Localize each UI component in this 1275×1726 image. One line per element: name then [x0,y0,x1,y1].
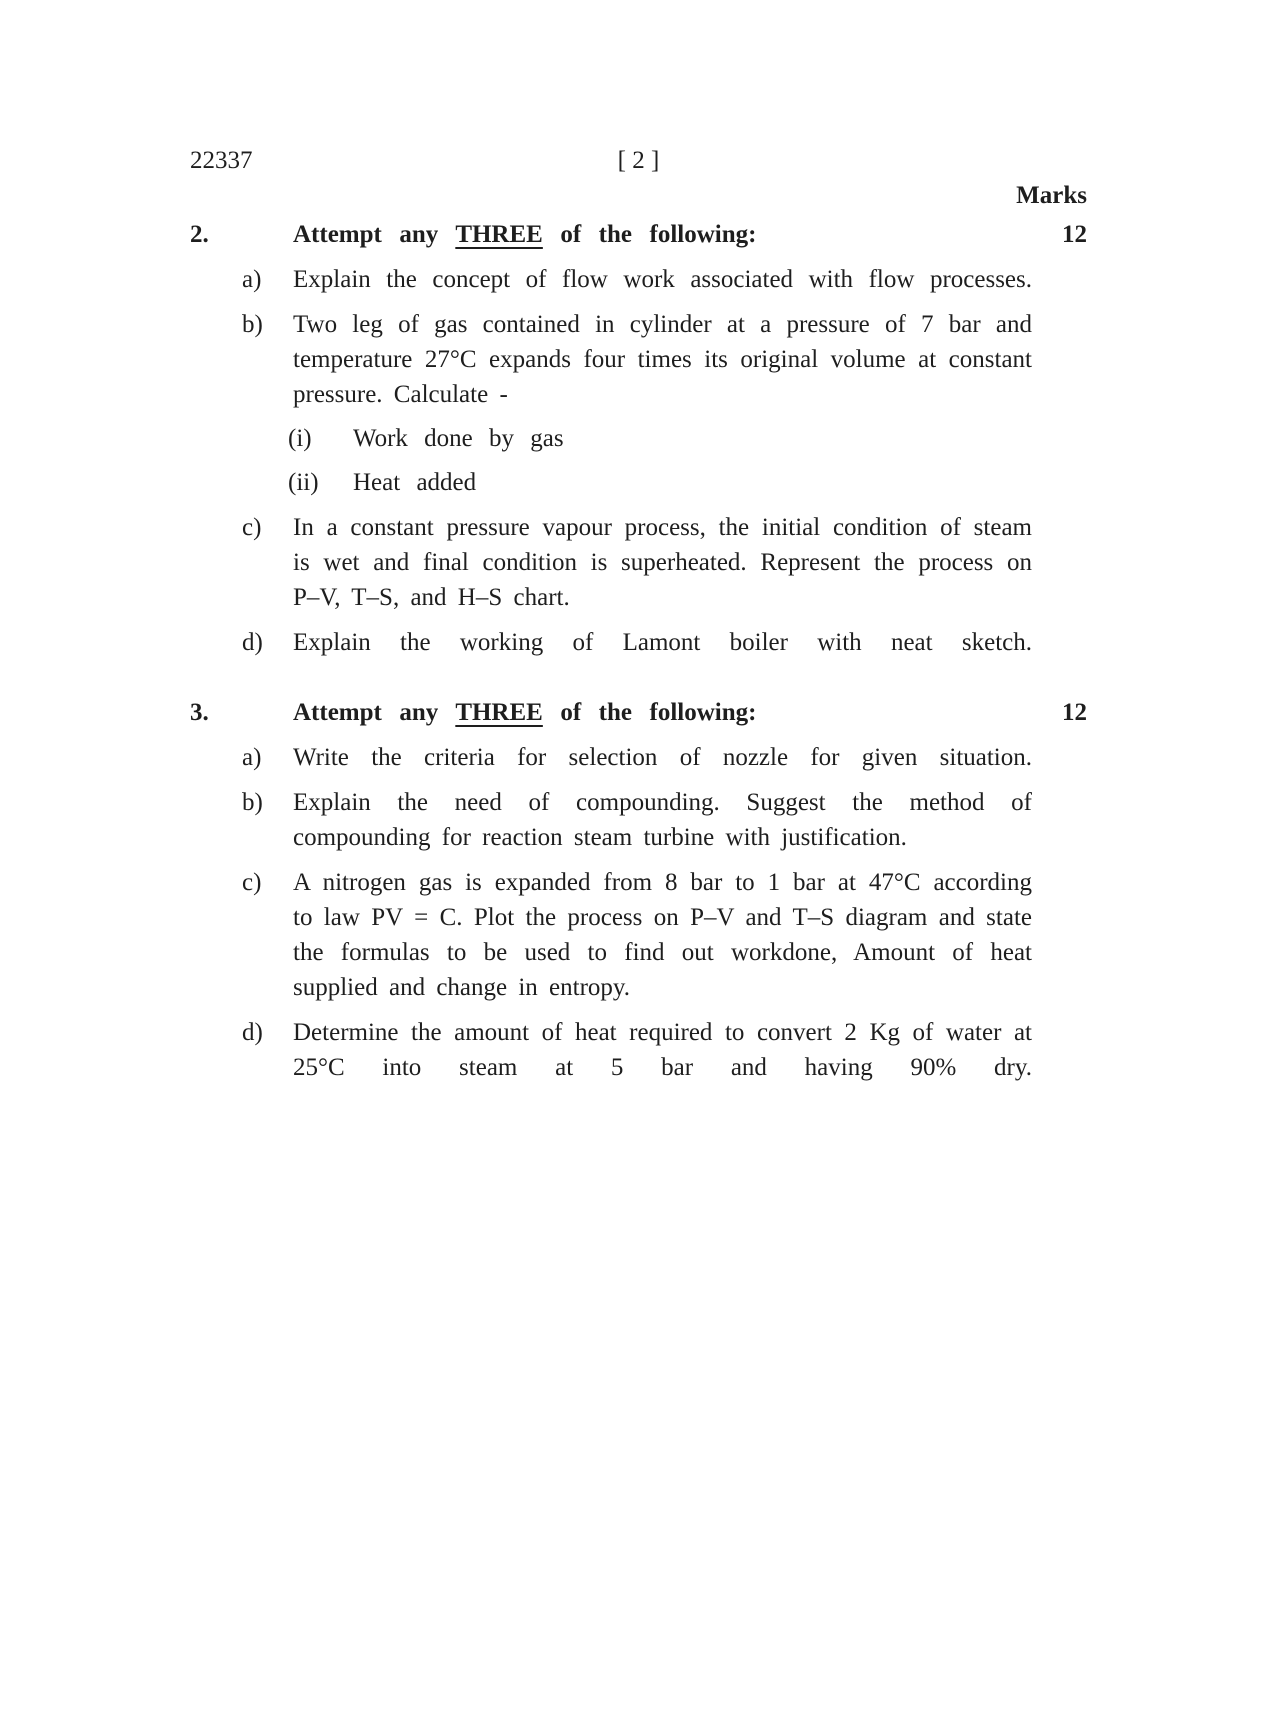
item-text: Determine the amount of heat required to convert 2 Kg of water at 25°C into steam at 5 bar and having 90% dry. [293,1019,1032,1081]
subitem-marker: (i) [288,425,312,452]
question-item-3a [242,740,1032,775]
subitem-marker: (ii) [288,469,319,496]
item-letter: a) [242,744,262,771]
page-header [190,143,1087,178]
page-number: [ 2 ] [617,147,660,174]
section-2-heading [190,217,1087,252]
item-letter: d) [242,1019,263,1046]
question-item-3d [242,1015,1032,1085]
item-text: Explain the working of Lamont boiler with neat sketch. [293,629,1032,656]
section-2-title [293,217,1062,252]
marks-header: Marks [1016,182,1087,209]
section-3-number: 3. [190,699,209,726]
subitem-text: Work done by gas [353,425,564,452]
section-3-heading [190,695,1087,730]
item-text: Two leg of gas contained in cylinder at a pressure of 7 bar and temperature 27°C expands four times its original volume at constant pressure. Calculate - [293,311,1032,408]
question-item-3c [242,865,1032,1005]
section-3-title-suffix: of the following: [542,699,757,726]
section-3-emphasized-word: THREE [455,699,543,726]
page-content [190,143,1087,1085]
marks-header-row [190,178,1087,213]
section-2-number: 2. [190,221,209,248]
item-letter: c) [242,869,262,896]
item-letter: b) [242,789,263,816]
item-text: Explain the need of compounding. Suggest the method of compounding for reaction steam turbine with justification. [293,789,1032,851]
item-letter: c) [242,514,262,541]
section-2-title-prefix: Attempt any [293,221,456,248]
question-item-2d [242,625,1032,660]
item-text: In a constant pressure vapour process, the initial condition of steam is wet and final condition is superheated. Represent the process on P–V, T–S, and H–S chart. [293,514,1032,611]
question-item-3b [242,785,1032,855]
section-3-title [293,695,1062,730]
section-2-emphasized-word: THREE [455,221,543,248]
section-3-title-prefix: Attempt any [293,699,456,726]
section-2-title-suffix: of the following: [542,221,757,248]
item-letter: a) [242,266,262,293]
item-text: A nitrogen gas is expanded from 8 bar to 1 bar at 47°C according to law PV = C. Plot the process on P–V and T–S diagram and state the formulas to be used to find out workdone, Amount of heat supplied and change in entropy. [293,869,1032,1001]
item-letter: b) [242,311,263,338]
paper-code: 22337 [190,147,253,174]
subitem-text: Heat added [353,469,477,496]
question-subitem-2b-i [288,421,908,456]
question-item-2c [242,510,1032,615]
section-3-marks: 12 [1062,699,1087,726]
section-2-marks: 12 [1062,221,1087,248]
question-item-2b [242,307,1032,412]
item-text: Write the criteria for selection of nozzle for given situation. [293,744,1032,771]
item-text: Explain the concept of flow work associated with flow processes. [293,266,1032,293]
item-letter: d) [242,629,263,656]
question-subitem-2b-ii [288,465,908,500]
question-item-2a [242,262,1032,297]
